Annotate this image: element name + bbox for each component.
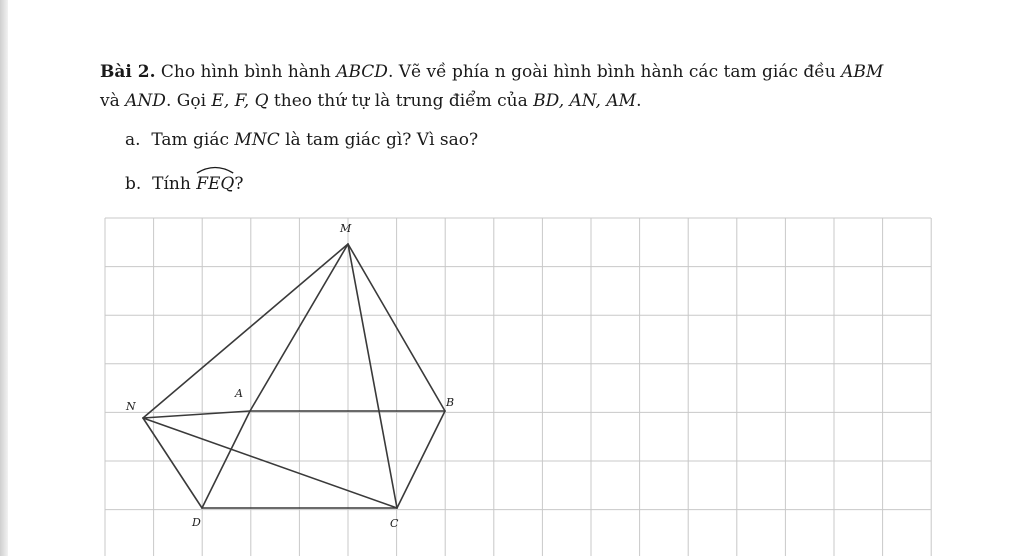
grid-lines [105, 218, 931, 556]
segment-nd [143, 418, 202, 508]
segment-nc [143, 418, 397, 508]
point-label-a: A [235, 387, 243, 400]
question-a-text: Tam giác [151, 130, 235, 150]
question-b-text: ? [234, 174, 244, 194]
math-mnc: MNC [234, 130, 280, 150]
question-b-text: Tính [152, 174, 197, 194]
math-segments: BD, AN, AM [533, 91, 637, 111]
math-abcd: ABCD [336, 62, 388, 82]
question-a-text: là tam giác gì? Vì sao? [279, 130, 479, 150]
math-abm: ABM [841, 62, 884, 82]
segment-ad [202, 411, 250, 508]
segment-nm [143, 244, 348, 418]
point-label-b: B [446, 396, 455, 409]
problem-text: theo thứ tự là trung điểm của [268, 91, 534, 111]
problem-text: . [636, 91, 642, 111]
problem-text: . Vẽ về phía n goài hình bình hành các tam giác đều [387, 62, 842, 82]
problem-text: Cho hình bình hành [160, 62, 337, 82]
point-label-c: C [390, 517, 399, 530]
problem-text: và [100, 91, 126, 111]
figure-segments [143, 244, 445, 508]
segment-bc [397, 411, 445, 508]
point-label-m: M [340, 222, 352, 235]
angle-feq-text: FEQ [196, 174, 235, 194]
segment-mc [348, 244, 397, 508]
question-b-marker: b. [125, 174, 142, 194]
problem-label: Bài 2. [100, 62, 156, 82]
question-a-marker: a. [125, 130, 141, 150]
math-and: AND [125, 91, 166, 111]
math-efq: E, F, Q [211, 91, 269, 111]
point-label-n: N [126, 400, 136, 413]
problem-text: . Gọi [165, 91, 212, 111]
point-label-d: D [192, 516, 201, 529]
